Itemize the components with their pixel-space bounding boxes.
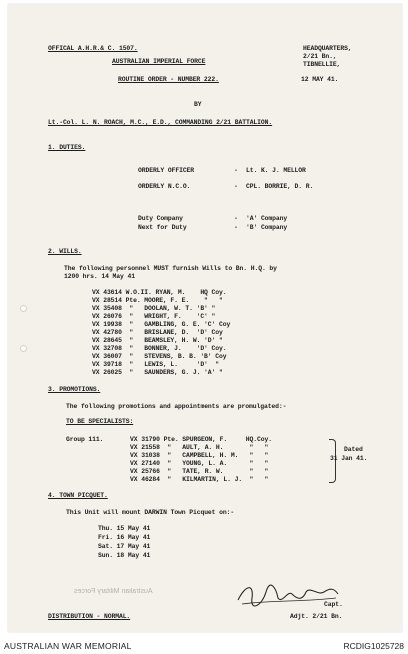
wills-row: VX 28514 Pte. MOORE, F. E. " " (92, 297, 223, 304)
punch-hole (20, 345, 27, 352)
dated-value: 31 Jan 41. (330, 455, 368, 462)
wills-row: VX 26025 " SAUNDERS, G. J. 'A' " (92, 369, 223, 376)
picquet-day: Sat. 17 May 41 (98, 543, 151, 550)
duty-role: Next for Duty (138, 224, 187, 231)
hq-line-2: 2/21 Bn., (303, 53, 337, 60)
wills-intro-1: The following personnel MUST furnish Wills to Bn. H.Q. by (64, 265, 277, 272)
by-label: BY (194, 101, 202, 108)
picquet-day: Fri. 16 May 41 (98, 534, 151, 541)
hq-date: 12 MAY 41. (301, 76, 339, 83)
dated-label: Dated (344, 446, 363, 453)
specialists-heading: TO BE SPECIALISTS: (66, 418, 134, 425)
archive-reference: RCDIG1025728 (343, 641, 404, 651)
wills-row: VX 19938 " GAMBLING, G. E. 'C' Coy (92, 321, 231, 328)
promotion-row: VX 21558 " AULT, A. H. " " (130, 444, 269, 451)
wills-row: VX 32708 " BONNER, J. 'D' Coy. (92, 345, 227, 352)
duty-role: ORDERLY N.C.O. (138, 183, 191, 190)
duty-name: CPL. BORRIE, D. R. (246, 183, 314, 190)
promotion-row: VX 46284 " KILMARTIN, L. J. " " (130, 476, 269, 483)
show-through-text: Australian Military Forces (74, 588, 153, 595)
duty-dash: - (234, 215, 238, 222)
picquet-heading: 4. TOWN PICQUET. (48, 492, 108, 499)
routine-order-title: ROUTINE ORDER - NUMBER 222. (118, 76, 219, 83)
duty-name: 'B' Company (246, 224, 288, 231)
wills-row: VX 35408 " DOOLAN, W. T. 'B' " (92, 305, 216, 312)
wills-row: VX 36007 " STEVENS, B. B. 'B' Coy (92, 353, 227, 360)
hq-line-3: TIBNELLIE, (303, 61, 341, 68)
duty-name: 'A' Company (246, 215, 288, 222)
wills-heading: 2. WILLS. (48, 248, 82, 255)
picquet-day: Thu. 15 May 41 (98, 525, 151, 532)
promotion-row: VX 31790 Pte. SPURGEON, F. HQ.Coy. (130, 436, 272, 443)
commander-line: Lt.-Col. L. N. ROACH, M.C., E.D., COMMANDING 2/21 BATTALION. (48, 119, 273, 126)
duties-heading: 1. DUTIES. (48, 144, 86, 151)
hq-line-1: HEADQUARTERS, (303, 45, 352, 52)
wills-row: VX 39718 " LEWIS, L. 'D' " (92, 361, 219, 368)
picquet-intro: This Unit will mount DARWIN Town Picquet on:- (66, 509, 235, 516)
duty-role: ORDERLY OFFICER (138, 167, 195, 174)
archive-footer (0, 633, 408, 654)
promotion-row: VX 31038 " CAMPBELL, H. M. " " (130, 452, 269, 459)
picquet-day: Sun. 18 May 41 (98, 552, 151, 559)
duty-dash: - (234, 167, 238, 174)
duty-role: Duty Company (138, 215, 183, 222)
adjutant-line: Adjt. 2/21 Bn. (290, 613, 343, 620)
wills-intro-2: 1200 hrs. 14 May 41 (64, 273, 135, 280)
promotions-heading: 3. PROMOTIONS. (48, 386, 101, 393)
promotions-intro: The following promotions and appointments are promulgated:- (66, 403, 287, 410)
group-label: Group 111. (66, 436, 104, 443)
duty-dash: - (234, 224, 238, 231)
punch-hole (20, 305, 27, 312)
duty-name: Lt. K. J. MELLOR (246, 167, 306, 174)
office-reference: OFFICAL A.H.R.& C. 1507. (48, 45, 138, 52)
distribution-line: DISTRIBUTION - NORMAL. (48, 613, 131, 620)
archive-name: AUSTRALIAN WAR MEMORIAL (4, 641, 132, 651)
wills-row: VX 43614 W.O.II. RYAN, M. HQ Coy. (92, 289, 227, 296)
wills-row: VX 26076 " WRIGHT, F. 'C' " (92, 313, 216, 320)
wills-row: VX 28645 " BEAMSLEY, H. W. 'D' " (92, 337, 223, 344)
force-title: AUSTRALIAN IMPERIAL FORCE (112, 58, 206, 65)
promotion-row: VX 25766 " TATE, R. W. " " (130, 468, 269, 475)
duty-dash: - (234, 183, 238, 190)
promotion-row: VX 27140 " YOUNG, L. A. " " (130, 460, 269, 467)
wills-row: VX 42780 " BRISLANE, D. 'D' Coy (92, 329, 223, 336)
capt-label: Capt. (324, 601, 343, 608)
